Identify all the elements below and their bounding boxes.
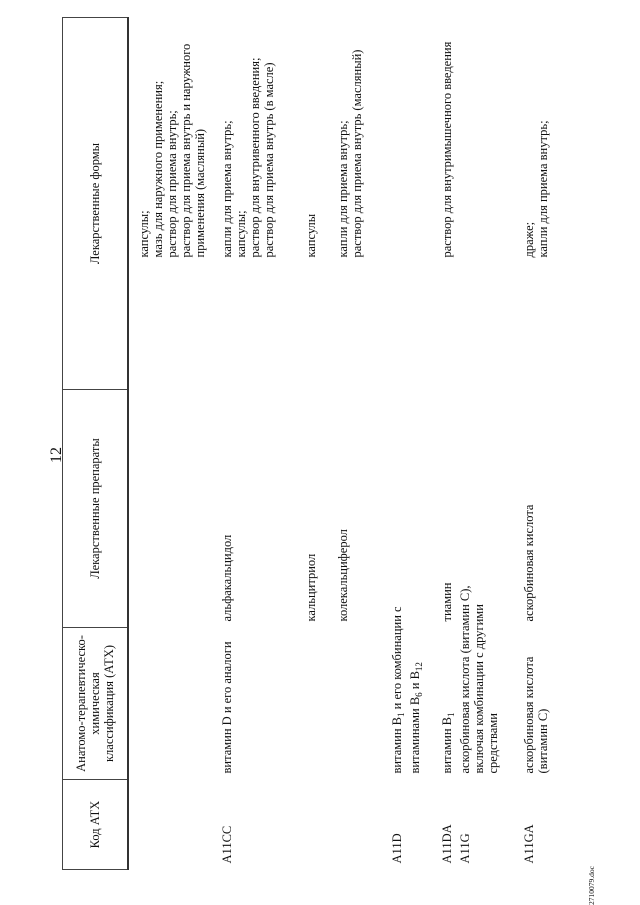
header-code: Код АТХ [63,780,129,870]
form-line: драже; [522,221,536,258]
table-row [128,18,218,870]
classification-cell: аскорбиновая кислота (витамин С) [522,656,550,774]
forms-cell [302,18,334,264]
drug-cell [128,264,218,628]
classification-line: средствами [486,713,500,774]
drug-cell: аскорбиновая кислота [522,504,536,622]
table-row [458,18,520,870]
code-cell [334,780,388,870]
code-cell: A11GA [522,824,536,864]
forms-cell [388,18,438,264]
forms-cell [218,18,302,264]
code-cell: A11G [458,833,472,864]
classification-cell [302,628,334,780]
form-line: капсулы; [137,210,151,258]
table-row [438,18,458,870]
form-line: раствор для приема внутрь (масляный) [350,49,364,258]
drug-cell [458,264,520,628]
code-cell: A11D [390,833,404,864]
code-cell: A11CC [220,825,234,864]
form-line: раствор для приема внутрь и наружного [179,43,193,258]
forms-cell [128,18,218,264]
drug-cell: колекальциферол [336,529,350,622]
classification-cell [388,606,438,780]
form-line: мазь для наружного применения; [151,80,165,258]
classification-cell: витамин $B_1$ [440,712,456,774]
forms-cell [334,18,388,264]
form-line: капсулы; [234,210,248,258]
page-number: 12 [48,447,65,463]
drug-cell: альфакальцидол [220,534,234,622]
header-drugs: Лекарственные препараты [63,390,129,628]
drug-table [62,17,560,870]
code-cell: A11DA [440,824,454,864]
code-cell [302,780,334,870]
forms-cell [520,18,560,264]
form-line: капли для приема внутрь; [336,120,350,258]
classification-cell [128,628,218,780]
header-forms: Лекарственные формы [63,18,129,390]
table-row [218,18,302,870]
classification-cell [334,628,388,780]
classification-line: витамин $B_1$ и его комбинации с [390,606,406,774]
form-line: капли для приема внутрь; [220,120,234,258]
classification-cell [458,585,520,780]
document-code: 2710079.doc [587,866,596,905]
classification-cell: витамин D и его аналоги [220,641,234,774]
table-header-row [63,18,129,870]
classification-line: включая комбинации с другими [472,604,486,774]
forms-cell [438,18,458,264]
drug-cell: тиамин [440,582,454,622]
form-line: раствор для внутримышечного введения [440,41,454,258]
form-line: раствор для приема внутрь; [165,110,179,258]
classification-line: аскорбиновая кислота (витамин С), [458,585,472,774]
table-row [520,18,560,870]
header-classification: Анатомо-терапевтическо-химическая классификация (АТХ) [63,628,129,780]
form-line: раствор для приема внутрь (в масле) [262,62,276,258]
forms-cell [458,18,520,264]
form-line: капсулы [304,213,318,258]
table-row [388,18,438,870]
form-line: применения (масляный) [193,128,207,258]
table-row [302,18,334,870]
drug-cell [388,264,438,628]
table-row [334,18,388,870]
drug-cell: кальцитриол [304,553,318,622]
form-line: раствор для внутривенного введения; [248,57,262,258]
form-line: капли для приема внутрь; [536,120,550,258]
code-cell [128,780,218,870]
classification-line: витаминами $B_6$ и $B_{12}$ [408,662,424,774]
